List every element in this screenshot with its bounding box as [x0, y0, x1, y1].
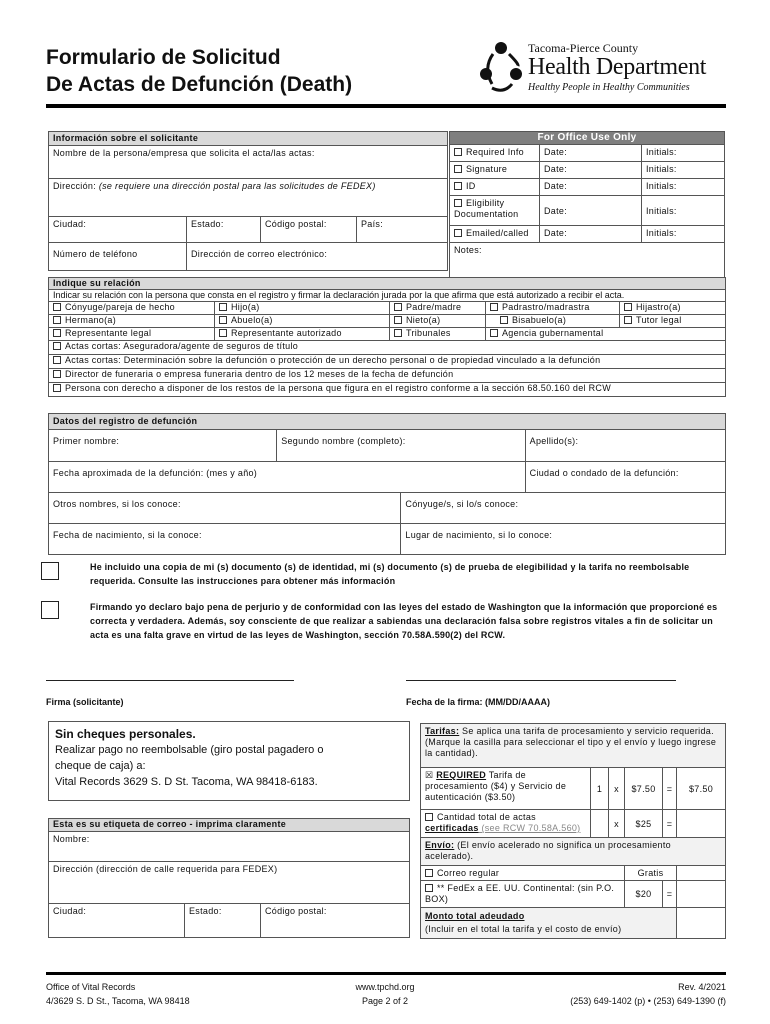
- regular-mail-price: Gratis: [625, 866, 677, 881]
- signature-date-line[interactable]: [406, 680, 676, 681]
- fees-title: Tarifas:: [425, 726, 460, 736]
- mailing-header: Esta es su etiqueta de correo - imprima claramente: [49, 819, 410, 832]
- applicant-name-field[interactable]: Nombre de la persona/empresa que solicita el acta/las actas:: [49, 146, 448, 179]
- equals-sign: =: [663, 881, 677, 908]
- office-initials: Initials:: [642, 162, 725, 179]
- checked-box-icon[interactable]: ☒: [425, 770, 434, 780]
- footer-left: [46, 980, 190, 1008]
- office-initials: Initials:: [642, 179, 725, 196]
- dob-field[interactable]: Fecha de nacimiento, si la conoce:: [49, 524, 401, 555]
- required-price: $7.50: [625, 768, 663, 810]
- checkbox-icon[interactable]: [394, 316, 402, 324]
- times-sign: x: [609, 768, 625, 810]
- checkbox-icon[interactable]: [219, 329, 227, 337]
- relation-option[interactable]: [49, 383, 726, 397]
- logo-mark-icon: [478, 38, 524, 98]
- relation-option[interactable]: [49, 355, 726, 369]
- fees-intro: [421, 724, 726, 768]
- relation-option[interactable]: [390, 302, 486, 315]
- fedex-label: ** FedEx a EE. UU. Continental: (sin P.O. BOX): [425, 883, 615, 904]
- mailing-city-field[interactable]: Ciudad:: [49, 904, 185, 938]
- mailing-state-field[interactable]: Estado:: [185, 904, 261, 938]
- required-total: $7.50: [677, 768, 726, 810]
- applicant-city-field[interactable]: Ciudad:: [49, 217, 187, 243]
- mailing-name-field[interactable]: Nombre:: [49, 832, 410, 862]
- office-emailed: Emailed/called: [466, 228, 529, 238]
- relation-label: Hijastro(a): [636, 302, 681, 312]
- shipping-text: (El envío acelerado no significa un procesamiento acelerado).: [425, 840, 671, 861]
- fees-table: [420, 723, 726, 939]
- signature-date-label: Fecha de la firma: (MM/DD/AAAA): [406, 697, 551, 707]
- certified-total-field[interactable]: [677, 810, 726, 838]
- applicant-state-field[interactable]: Estado:: [187, 217, 261, 243]
- checkbox-icon[interactable]: [53, 384, 61, 392]
- relation-label: Representante autorizado: [231, 328, 342, 338]
- office-id: ID: [466, 181, 476, 191]
- office-initials: Initials:: [642, 196, 725, 226]
- logo-tagline: Healthy People in Healthy Communities: [528, 82, 690, 93]
- office-eligibility: Eligibility Documentation: [454, 198, 519, 219]
- checkbox-icon[interactable]: [454, 229, 462, 237]
- payment-line-2: cheque de caja) a:: [55, 760, 146, 772]
- relation-label: Padrastro/madrastra: [502, 302, 590, 312]
- title-line-2: De Actas de Defunción (Death): [46, 73, 353, 96]
- checkbox-icon[interactable]: [394, 329, 402, 337]
- office-initials: Initials:: [642, 226, 725, 243]
- footer-phones: (253) 649-1402 (p) • (253) 649-1390 (f): [570, 996, 726, 1006]
- relation-label: Director de funeraria o empresa funeraria dentro de los 12 meses de la fecha de defunción: [65, 369, 454, 379]
- fedex-total-field[interactable]: [677, 881, 726, 908]
- relation-option[interactable]: [486, 302, 620, 315]
- address-label: Dirección:: [53, 181, 99, 191]
- relation-option[interactable]: [390, 328, 486, 341]
- relation-option[interactable]: [49, 341, 726, 355]
- times-sign: x: [609, 810, 625, 838]
- relation-label: Persona con derecho a disponer de los restos de la persona que figura en el registro conforme a la sección 68.50.160 del RCW: [65, 383, 611, 393]
- checkbox-icon[interactable]: [219, 303, 227, 311]
- footer-revision: Rev. 4/2021: [678, 982, 726, 992]
- checkbox-icon[interactable]: [624, 303, 632, 311]
- certified-bold: certificadas: [425, 823, 479, 833]
- checkbox-icon[interactable]: [219, 316, 227, 324]
- relation-header: Indique su relación: [49, 278, 726, 290]
- footer-office: Office of Vital Records: [46, 982, 136, 992]
- certified-ref-link[interactable]: (see RCW 70.58A.560): [478, 823, 581, 833]
- checkbox-icon[interactable]: [53, 342, 61, 350]
- regular-mail-total: [677, 866, 726, 881]
- relation-option[interactable]: [620, 315, 726, 328]
- mailing-zip-field[interactable]: Código postal:: [261, 904, 410, 938]
- payment-instructions: [48, 721, 410, 801]
- checkbox-icon[interactable]: [624, 316, 632, 324]
- relation-label: Representante legal: [65, 328, 152, 338]
- address-note: (se requiere una dirección postal para las solicitudes de FEDEX): [98, 181, 376, 191]
- required-fee-row[interactable]: [421, 768, 591, 810]
- checkbox-icon[interactable]: [454, 199, 462, 207]
- total-title: Monto total adeudado: [425, 911, 525, 921]
- spouse-field[interactable]: Cónyuge/s, si lo/s conoce:: [401, 493, 726, 524]
- other-names-field[interactable]: Otros nombres, si los conoce:: [49, 493, 401, 524]
- last-name-field[interactable]: Apellido(s):: [525, 430, 725, 462]
- checkbox-icon[interactable]: [490, 329, 498, 337]
- office-signature: Signature: [466, 164, 508, 174]
- required-label: REQUIRED: [436, 770, 487, 780]
- relation-label: Cónyuge/pareja de hecho: [65, 302, 175, 312]
- certified-qty-field[interactable]: [591, 810, 609, 838]
- total-due-field[interactable]: [677, 908, 726, 939]
- checkbox-icon[interactable]: [425, 869, 433, 877]
- applicant-info-table: [48, 131, 448, 271]
- first-name-field[interactable]: Primer nombre:: [49, 430, 277, 462]
- footer-right: [470, 980, 726, 1008]
- required-text: Tarifa de procesamiento ($4) y Servicio de autenticación ($3.50): [425, 770, 567, 802]
- checkbox-icon[interactable]: [53, 356, 61, 364]
- relation-label: Bisabuelo(a): [512, 315, 567, 325]
- checkbox-icon[interactable]: [425, 884, 433, 892]
- relation-option[interactable]: [49, 302, 215, 315]
- relation-option[interactable]: [49, 369, 726, 383]
- total-due-row: [421, 908, 677, 939]
- death-date-field[interactable]: Fecha aproximada de la defunción: (mes y año): [49, 462, 526, 493]
- health-department-logo: [478, 38, 718, 98]
- applicant-header: Información sobre el solicitante: [49, 132, 448, 146]
- declaration-1-checkbox[interactable]: [41, 562, 59, 580]
- regular-mail-label: Correo regular: [437, 868, 500, 878]
- applicant-zip-field[interactable]: Código postal:: [261, 217, 357, 243]
- regular-mail-option[interactable]: [421, 866, 625, 881]
- office-date: Date:: [540, 179, 642, 196]
- certified-text: Cantidad total de actas: [437, 812, 536, 822]
- checkbox-icon[interactable]: [53, 316, 61, 324]
- office-date: Date:: [540, 145, 642, 162]
- fedex-price: $20: [625, 881, 663, 908]
- logo-county: Tacoma-Pierce County: [528, 41, 639, 55]
- payment-heading: Sin cheques personales.: [55, 727, 196, 741]
- logo-name: Health Department: [528, 54, 707, 80]
- checkbox-icon[interactable]: [394, 303, 402, 311]
- payment-line-1: Realizar pago no reembolsable (giro postal pagadero o: [55, 744, 324, 756]
- fees-text: Se aplica una tarifa de procesamiento y servicio requerida. (Marque la casilla para seleccionar el tipo y el envío y luego ingrese la cantidad).: [425, 726, 717, 758]
- mailing-label-table: [48, 818, 410, 938]
- death-header: Datos del registro de defunción: [49, 414, 726, 430]
- relation-label: Actas cortas: Aseguradora/agente de seguros de título: [65, 341, 299, 351]
- checkbox-icon[interactable]: [454, 182, 462, 190]
- applicant-address-field[interactable]: [49, 179, 448, 217]
- header-rule: [46, 104, 726, 108]
- death-record-table: [48, 413, 726, 555]
- office-use-table: [449, 131, 725, 279]
- checkbox-icon[interactable]: [454, 165, 462, 173]
- required-qty: 1: [591, 768, 609, 810]
- checkbox-icon[interactable]: [425, 813, 433, 821]
- office-date: Date:: [540, 196, 642, 226]
- relation-label: Padre/madre: [406, 302, 462, 312]
- office-date: Date:: [540, 226, 642, 243]
- relation-option[interactable]: [215, 315, 390, 328]
- footer-center: [340, 980, 430, 1008]
- relationship-table: [48, 277, 726, 397]
- applicant-email-field[interactable]: Dirección de correo electrónico:: [187, 243, 448, 271]
- death-place-field[interactable]: Ciudad o condado de la defunción:: [525, 462, 725, 493]
- signature-line[interactable]: [46, 680, 294, 681]
- shipping-intro: [421, 838, 726, 866]
- checkbox-icon[interactable]: [490, 303, 498, 311]
- relation-option[interactable]: [486, 328, 726, 341]
- office-required-info: Required Info: [466, 147, 524, 157]
- signature-label: Firma (solicitante): [46, 697, 124, 707]
- relation-label: Hermano(a): [65, 315, 117, 325]
- office-notes[interactable]: Notes:: [450, 243, 725, 279]
- footer-address: 4/3629 S. D St., Tacoma, WA 98418: [46, 996, 190, 1006]
- total-text: (Incluir en el total la tarifa y el costo de envío): [425, 924, 622, 934]
- relation-option[interactable]: [486, 315, 620, 328]
- checkbox-icon[interactable]: [53, 370, 61, 378]
- footer-rule: [46, 972, 726, 975]
- relation-option[interactable]: [620, 302, 726, 315]
- payment-line-3: Vital Records 3629 S. D St. Tacoma, WA 98418-6183.: [55, 776, 318, 788]
- title-line-1: Formulario de Solicitud: [46, 46, 281, 69]
- footer-website-link[interactable]: www.tpchd.org: [355, 982, 415, 992]
- relation-option[interactable]: [390, 315, 486, 328]
- declaration-2-checkbox[interactable]: [41, 601, 59, 619]
- relation-label: Tribunales: [406, 328, 451, 338]
- relation-option[interactable]: [49, 328, 215, 341]
- relation-label: Hijo(a): [231, 302, 260, 312]
- relation-label: Abuelo(a): [231, 315, 273, 325]
- certified-copies-row[interactable]: [421, 810, 591, 838]
- office-date: Date:: [540, 162, 642, 179]
- relation-option[interactable]: [215, 328, 390, 341]
- shipping-title: Envío:: [425, 840, 455, 850]
- relation-label: Actas cortas: Determinación sobre la defunción o protección de un derecho personal o de propiedad vinculado a la defunción: [65, 355, 601, 365]
- declaration-1-text: He incluido una copia de mi (s) documento (s) de identidad, mi (s) documento (s) de prueba de elegibilidad y la tarifa no reembolsable requerida. Consulte las instrucciones para obtener más información: [90, 562, 690, 586]
- checkbox-icon[interactable]: [500, 316, 508, 324]
- equals-sign: =: [663, 768, 677, 810]
- middle-name-field[interactable]: Segundo nombre (completo):: [277, 430, 525, 462]
- office-header: For Office Use Only: [450, 132, 725, 145]
- pob-field[interactable]: Lugar de nacimiento, si lo conoce:: [401, 524, 726, 555]
- declaration-2-text: Firmando yo declaro bajo pena de perjurio y de conformidad con las leyes del estado de Washington que la información que proporcioné es correcta y verdadera. Además, soy consciente de que realizar a sabiendas una declaración falsa sobre registros vitales a fin de solicitar un acta es una falta grave en virtud de las leyes de Washington, sección 70.58A.590(2) del RCW.: [90, 602, 718, 640]
- relation-option[interactable]: [49, 315, 215, 328]
- equals-sign: =: [663, 810, 677, 838]
- checkbox-icon[interactable]: [53, 303, 61, 311]
- fedex-option[interactable]: [421, 881, 625, 908]
- applicant-phone-field[interactable]: Número de teléfono: [49, 243, 187, 271]
- certified-price: $25: [625, 810, 663, 838]
- office-initials: Initials:: [642, 145, 725, 162]
- applicant-country-field[interactable]: País:: [357, 217, 448, 243]
- checkbox-icon[interactable]: [53, 329, 61, 337]
- relation-option[interactable]: [215, 302, 390, 315]
- relation-instructions: Indicar su relación con la persona que consta en el registro y firmar la declaración jurada por la que afirma que está autorizado a recibir el acta.: [49, 290, 726, 302]
- checkbox-icon[interactable]: [454, 148, 462, 156]
- relation-label: Agencia gubernamental: [502, 328, 604, 338]
- mailing-address-field[interactable]: Dirección (dirección de calle requerida para FEDEX): [49, 862, 410, 904]
- footer-page-number: Page 2 of 2: [361, 996, 409, 1006]
- relation-label: Tutor legal: [636, 315, 682, 325]
- relation-label: Nieto(a): [406, 315, 441, 325]
- page-title: [46, 44, 352, 98]
